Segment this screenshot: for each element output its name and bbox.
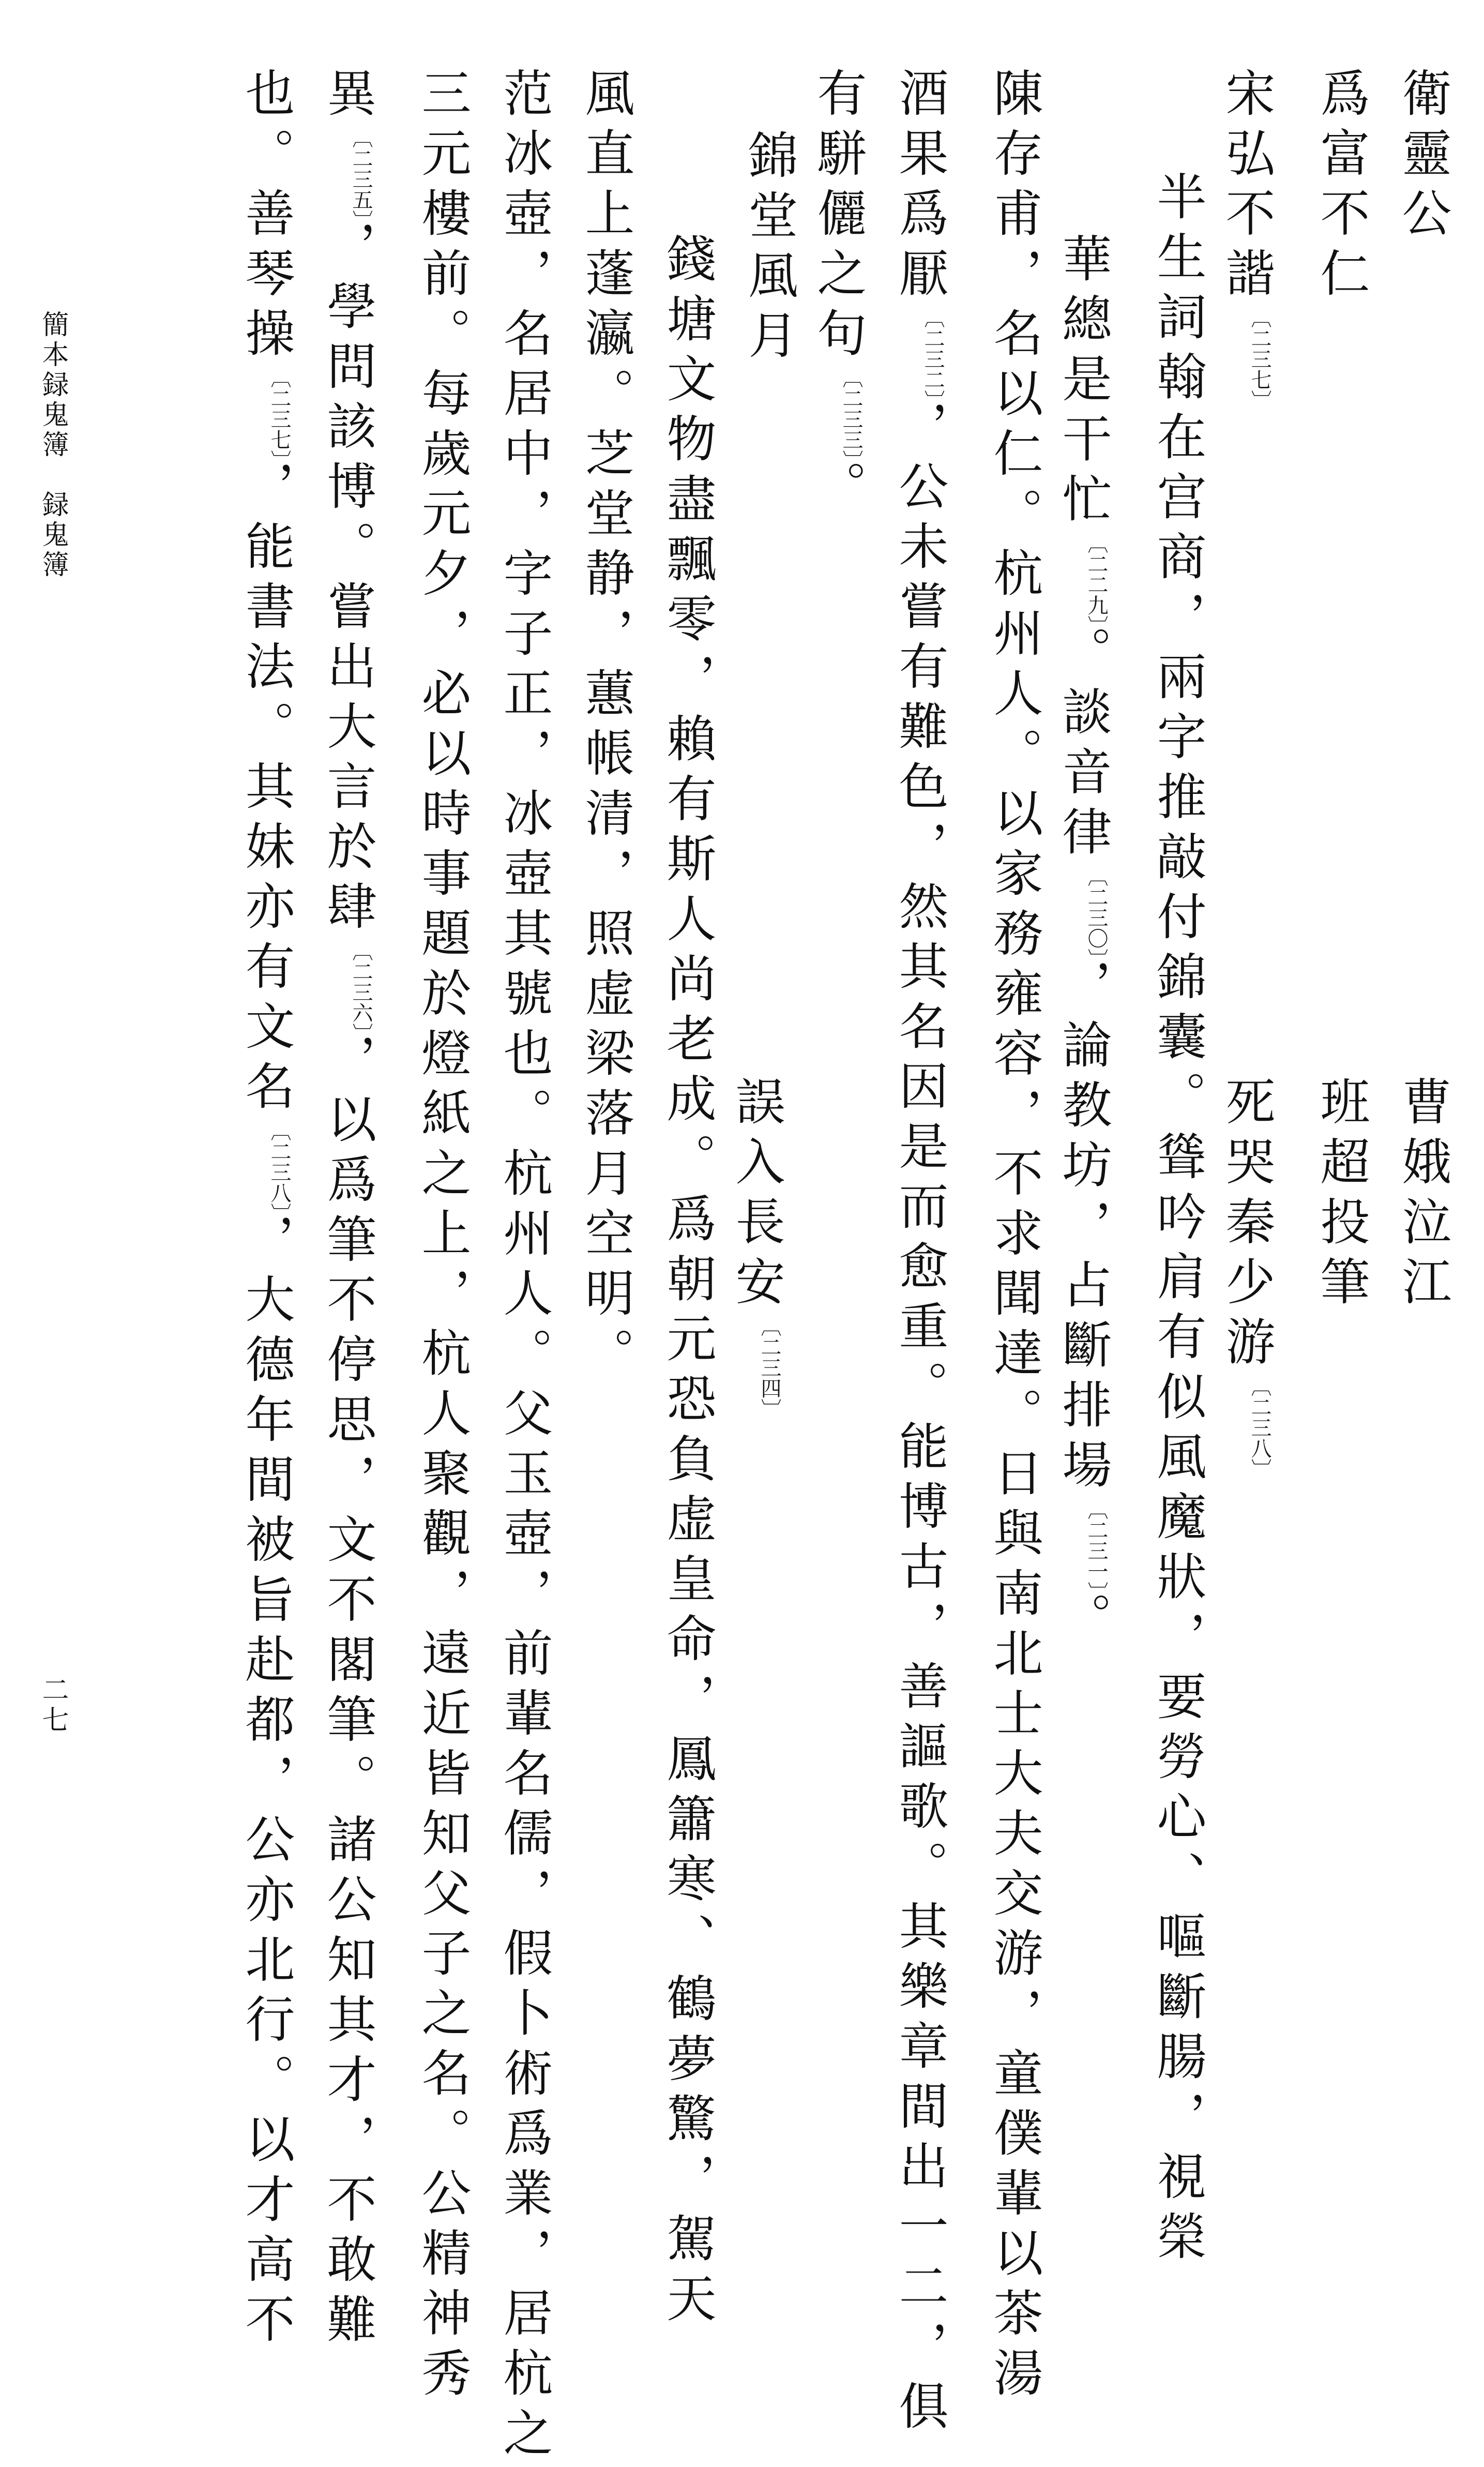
text-run: 酒果爲厭 [891,67,949,307]
text-run: 異 [319,67,377,127]
text-run: 三元樓前。每歲元夕，必以時事題於燈紙之上，杭人聚觀，遠近皆知父子之名。公精神秀 [414,67,472,2407]
footnote-marker: 〔二三八〕 [1248,1376,1271,1479]
footnote-marker: 〔二三四〕 [758,1316,781,1419]
heading-line-3-top [1218,67,1285,411]
text-run: ，公未嘗有難色，然其名因是而愈重。能博古，善謳歌。其樂章間出一二，俱 [891,400,949,2440]
footnote-marker: 〔二三一〕 [1084,1499,1108,1592]
footnote-marker: 〔二三五〕 [349,127,373,220]
text-line-13 [414,67,472,2407]
text-run: 華總是干忙 [1054,233,1112,533]
footnote-marker: 〔二三六〕 [349,940,373,1033]
heading-line-9-top [740,129,798,369]
footnote-marker: 〔二三七〕 [267,367,291,460]
text-run: 風直上蓬瀛。芝堂静，蕙帳清，照虚梁落月空明。 [577,67,635,1387]
footnote-marker: 〔二三三〕 [839,367,863,460]
text-run: ，學問該博。嘗出大言於肆 [319,220,377,940]
text-run: ，論教坊，占斷排場 [1054,959,1112,1499]
text-run: 。 [1054,1592,1112,1652]
heading-text: 爲富不仁 [1312,67,1370,307]
text-line-14 [319,67,387,2353]
text-line-6 [986,67,1043,2407]
text-run: 也。善琴操 [237,67,295,367]
heading-text: 衛靈公 [1394,67,1452,247]
text-run: 。 [809,460,867,520]
text-run: ，以爲筆不停思，文不閣筆。諸公知其才，不敢難 [319,1033,377,2353]
text-run: 陳存甫，名以仁。杭州人。以家務雍容，不求聞達。日與南北士大夫交游，童僕輩以茶湯 [986,67,1043,2407]
text-run: ，能書法。其妹亦有文名 [237,460,295,1120]
text-line-10 [659,233,717,2333]
text-run: ，大德年間被旨赴都，公亦北行。以才高不 [237,1213,295,2353]
text-line-7 [891,67,959,2440]
heading-text: 曹娥泣江 [1394,1076,1452,1316]
text-line-8 [809,67,877,520]
text-run: 范冰壺，名居中，字子正，冰壺其號也。杭州人。父玉壺，前輩名儒，假卜術爲業，居杭之 [495,67,553,2467]
text-line-5 [1054,233,1122,1652]
heading-line-1-bottom [1394,1076,1452,1316]
text-line-15 [237,67,305,2353]
text-line-4 [1149,171,1207,2270]
footnote-marker: 〔二二九〕 [1084,533,1108,626]
page-number [34,1676,72,1736]
heading-text: 班超投筆 [1312,1076,1370,1316]
book-title: 簡本録鬼簿 録鬼簿 [37,310,68,580]
heading-line-2-bottom [1312,1076,1370,1316]
footnote-marker: 〔二三七〕 [1248,307,1271,411]
text-line-11 [577,67,635,1387]
text-run: 。談音律 [1054,626,1112,866]
heading-line-2-top [1312,67,1370,307]
page-number-text: 二七 [37,1676,68,1736]
heading-text: 誤入長安 [728,1076,785,1316]
text-run: 錢塘文物盡飄零，賴有斯人尚老成。爲朝元恐負虚皇命，鳳簫寒、鶴夢驚，駕天 [659,233,717,2333]
heading-line-3-bottom [1218,1076,1285,1479]
text-run: 半生詞翰在宫商，兩字推敲付錦囊。聳吟肩有似風魔狀，要勞心、嘔斷腸，視榮 [1149,171,1207,2270]
heading-text: 宋弘不諧 [1218,67,1276,307]
heading-line-9-bottom [728,1076,795,1419]
footnote-marker: 〔二三〇〕 [1084,866,1108,959]
footnote-marker: 〔二三八〕 [267,1120,291,1213]
running-header-title [34,310,72,580]
heading-text: 錦堂風月 [740,129,798,369]
heading-line-1-top [1394,67,1452,247]
footnote-marker: 〔二三二〕 [921,307,945,400]
text-run: 有駢儷之句 [809,67,867,367]
text-line-12 [495,67,553,2467]
heading-text: 死哭秦少游 [1218,1076,1276,1376]
